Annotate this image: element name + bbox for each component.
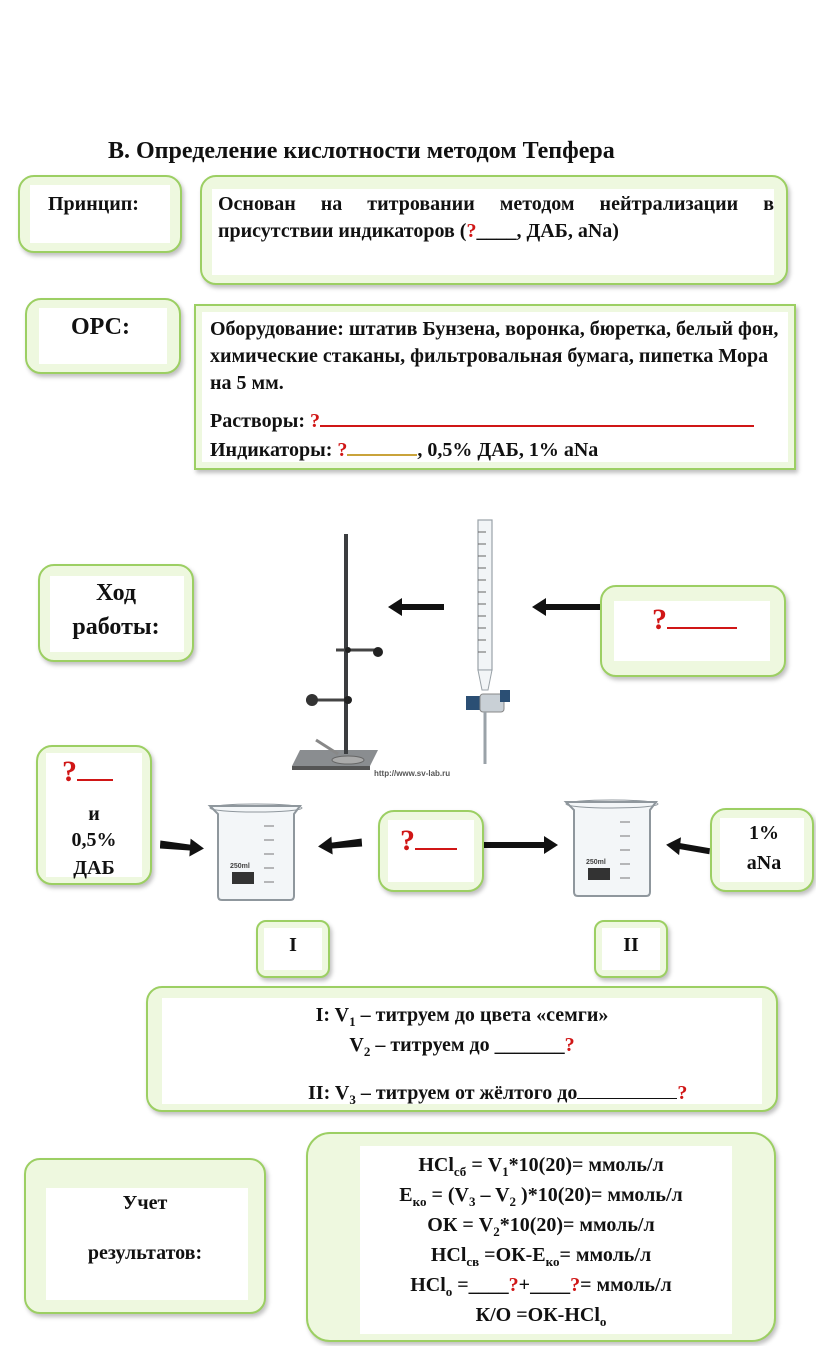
reagent-top-q: ? <box>652 603 737 637</box>
left-dab: ДАБ <box>73 857 115 879</box>
roman-2: II <box>623 934 639 956</box>
ors-equipment: Оборудование: штатив Бунзена, воронка, бюретка, белый фон, химические стаканы, фильтровальная бумага, пипетка Мора на 5 мм. <box>210 318 779 394</box>
procedure-label-box <box>38 564 194 662</box>
beaker-1-number-box <box>256 920 330 978</box>
procedure-label-1: Ход <box>95 580 137 606</box>
burette-image <box>456 518 520 768</box>
ors-content-box <box>194 304 796 470</box>
right-pct: 1% <box>749 822 779 844</box>
formula-hcl-sb: $HCl_{сб} = V_1*10(20)=$ ммоль/л <box>418 1154 664 1179</box>
arrow-to-beaker-2 <box>484 834 560 856</box>
results-formulas-box <box>306 1132 776 1342</box>
left-q: ? <box>62 755 113 789</box>
bunsen-stand-image <box>286 528 480 780</box>
titration-box <box>146 986 778 1112</box>
results-label-2: результатов: <box>87 1242 203 1264</box>
procedure-label-2: работы: <box>72 614 160 640</box>
arrow-to-beaker-1-left <box>160 836 206 858</box>
ors-label-box <box>25 298 181 374</box>
beaker-2-label: 250ml <box>586 859 606 866</box>
formula-ko: К/О =ОК-HCl$_о$ <box>475 1304 607 1329</box>
ors-solutions: Растворы: ? <box>210 408 754 435</box>
reagent-box-left <box>36 745 152 885</box>
formula-ok: ОК = $V_2*10(20)=$ ммоль/л <box>427 1214 655 1239</box>
principle-label: Принцип: <box>48 193 139 215</box>
ors-indicators: Индикаторы: ? , 0,5% ДАБ, 1% аNa <box>210 439 599 461</box>
reagent-box-top <box>600 585 786 677</box>
middle-q: ? <box>400 824 457 858</box>
principle-text-box <box>200 175 788 285</box>
left-pct: 0,5% <box>71 829 117 851</box>
results-label-1: Учет <box>122 1192 168 1214</box>
arrow-left-1 <box>388 596 446 618</box>
formula-eko: $Е_{ко} = (V_3 - V_2$ )*10(20)= ммоль/л <box>399 1184 683 1209</box>
source-url: http://www.sv-lab.ru <box>374 769 451 778</box>
principle-text: Основан на титровании методом нейтрализации в присутствии индикаторов (?____, ДАБ, аNa) <box>218 193 774 242</box>
beaker-1-label: 250ml <box>230 863 250 870</box>
beaker-1-image <box>204 800 308 904</box>
formula-hcl-sv: $HCl_{св} =ОК-Е_{ко}=$ ммоль/л <box>430 1244 652 1269</box>
ors-label: ОРС: <box>71 314 130 340</box>
titration-line-3: II: $V_3$ – титруем от жёлтого до ? <box>308 1082 688 1107</box>
right-ana: аNa <box>746 852 782 874</box>
beaker-2-number-box <box>594 920 668 978</box>
left-and: и <box>88 803 100 825</box>
titration-line-2: $V_2$ – титруем до _______? <box>349 1034 575 1059</box>
reagent-box-right <box>710 808 814 892</box>
principle-blank: ____ <box>476 220 517 242</box>
results-label-box <box>24 1158 266 1314</box>
formula-hcl-o: HCl$_о$ =____?+____?= ммоль/л <box>410 1274 672 1299</box>
reagent-box-middle <box>378 810 484 892</box>
page-title: В. Определение кислотности методом Тепфера <box>108 138 615 164</box>
arrow-to-beaker-1-right <box>318 834 364 856</box>
titration-line-1: I: $V_1$ – титруем до цвета «семги» <box>315 1004 609 1029</box>
beaker-2-image <box>560 796 664 900</box>
arrow-to-beaker-2-right <box>666 836 712 858</box>
arrow-left-2 <box>532 596 602 618</box>
principle-label-box <box>18 175 182 253</box>
roman-1: I <box>289 934 297 956</box>
